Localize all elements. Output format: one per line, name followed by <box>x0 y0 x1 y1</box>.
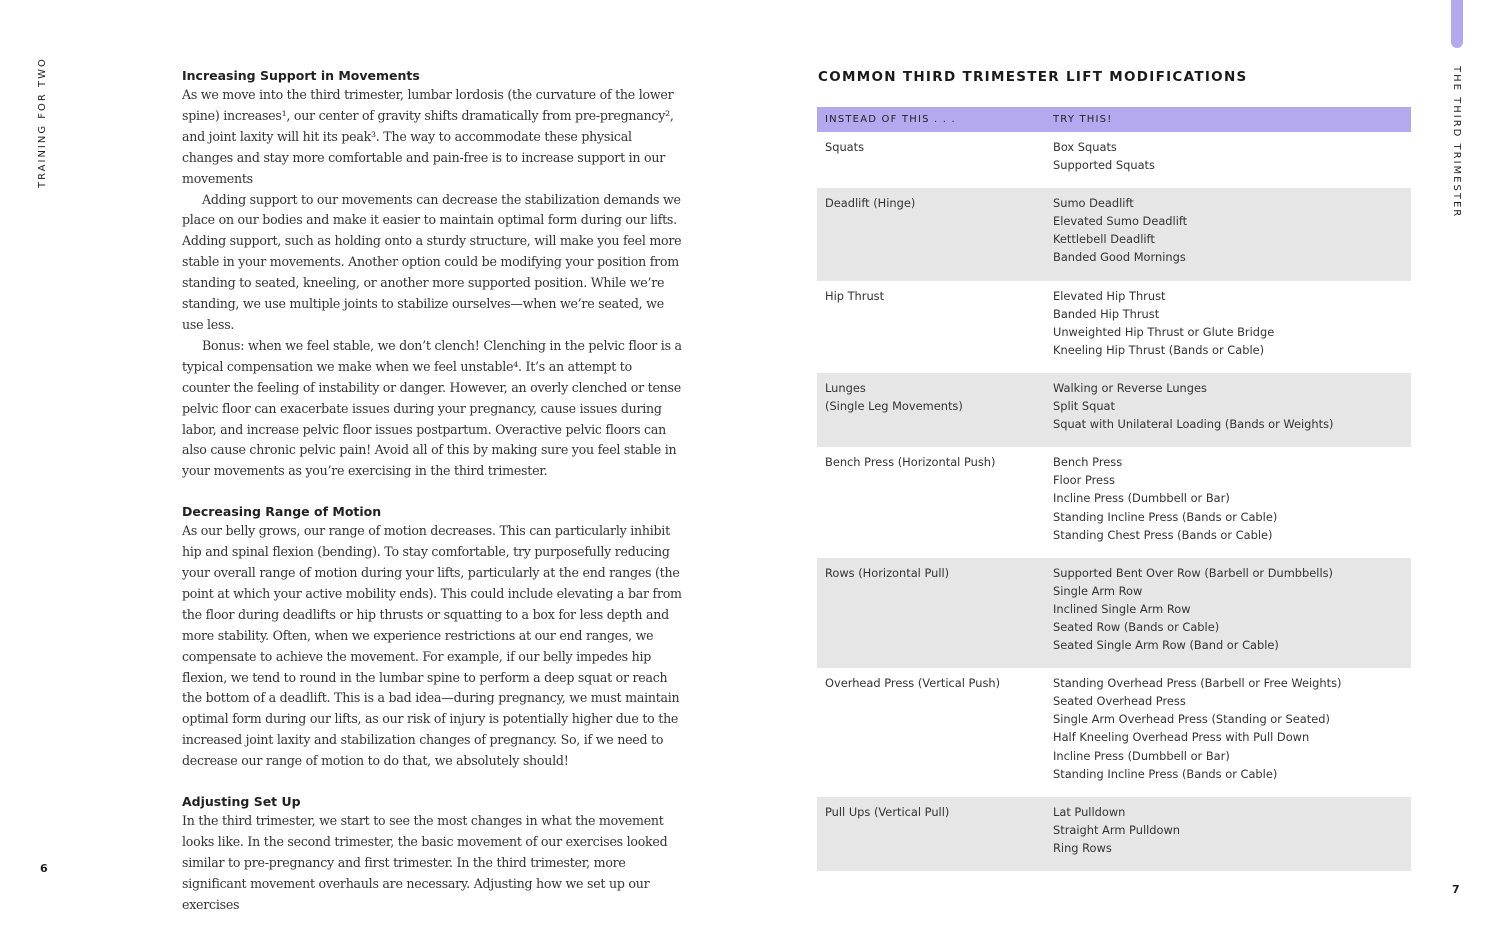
modification-name: Seated Overhead Press <box>1053 694 1186 709</box>
exercise-name: Pull Ups (Vertical Pull) <box>825 804 950 819</box>
modification-name: Split Squat <box>1053 399 1116 414</box>
modification-name: Standing Incline Press (Bands or Cable) <box>1053 509 1278 524</box>
exercise-name: Deadlift (Hinge) <box>825 196 916 211</box>
modification-name: Inclined Single Arm Row <box>1053 601 1191 616</box>
instead-cell <box>817 138 1053 174</box>
running-head-left: TRAINING FOR TWO <box>37 57 48 188</box>
modification-name: Banded Good Mornings <box>1053 250 1186 265</box>
instead-cell <box>817 379 1053 433</box>
table-header-row <box>817 107 1411 132</box>
section-decreasing-range <box>182 502 682 772</box>
try-cell <box>1053 287 1411 359</box>
modification-name: Standing Overhead Press (Barbell or Free Weights) <box>1053 676 1342 691</box>
page-number-left: 6 <box>40 862 48 875</box>
page-number-right: 7 <box>1452 883 1460 896</box>
body-paragraph: As we move into the third trimester, lumbar lordosis (the curvature of the lower spine) increases¹, our center of gravity shifts dramatically from pre-pregnancy², and joint laxity will hit its peak³. The way to accommodate these physical changes and stay more comfortable and pain-free is to increase support in our movements <box>182 87 674 186</box>
table-body <box>817 132 1411 871</box>
exercise-name: (Single Leg Movements) <box>825 399 963 414</box>
exercise-name: Bench Press (Horizontal Push) <box>825 455 996 470</box>
exercise-name: Overhead Press (Vertical Push) <box>825 676 1001 691</box>
instead-cell <box>817 194 1053 266</box>
try-cell <box>1053 194 1411 266</box>
chapter-tab-marker <box>1451 0 1463 48</box>
try-cell <box>1053 674 1411 783</box>
exercise-name: Rows (Horizontal Pull) <box>825 565 950 580</box>
try-cell <box>1053 138 1411 174</box>
section-adjusting-set-up <box>182 792 682 916</box>
modification-name: Incline Press (Dumbbell or Bar) <box>1053 491 1230 506</box>
table-row <box>817 668 1411 797</box>
table-row <box>817 132 1411 188</box>
modification-name: Floor Press <box>1053 473 1115 488</box>
modification-name: Sumo Deadlift <box>1053 196 1134 211</box>
table-title: COMMON THIRD TRIMESTER LIFT MODIFICATIONS <box>818 69 1248 85</box>
section-heading: Decreasing Range of Motion <box>182 504 382 520</box>
modification-name: Incline Press (Dumbbell or Bar) <box>1053 748 1230 763</box>
body-paragraph: Adding support to our movements can decrease the stabilization demands we place on our bodies and make it easier to maintain optimal form during our lifts. Adding support, such as holding onto a sturdy structure, will make you feel more stable in your movements. Another option could be modifying your position from standing to seated, kneeling, or another more supported position. While we’re standing, we use multiple joints to stabilize ourselves—when we’re seated, we use less. <box>182 191 682 332</box>
modification-name: Box Squats <box>1053 140 1117 154</box>
exercise-name: Squats <box>825 140 865 154</box>
try-cell <box>1053 564 1411 654</box>
modification-name: Squat with Unilateral Loading (Bands or Weights) <box>1053 417 1334 432</box>
instead-cell <box>817 674 1053 783</box>
modification-name: Standing Chest Press (Bands or Cable) <box>1053 527 1273 542</box>
table-row <box>817 188 1411 280</box>
modification-name: Elevated Sumo Deadlift <box>1053 214 1188 229</box>
header-instead: INSTEAD OF THIS . . . <box>825 114 956 125</box>
modification-name: Supported Squats <box>1053 158 1155 173</box>
exercise-name: Hip Thrust <box>825 288 885 303</box>
table-row <box>817 447 1411 557</box>
modification-name: Supported Bent Over Row (Barbell or Dumbbells) <box>1053 565 1333 580</box>
modification-name: Single Arm Row <box>1053 583 1143 598</box>
table-row <box>817 558 1411 668</box>
body-paragraph: Bonus: when we feel stable, we don’t clench! Clenching in the pelvic floor is a typical compensation we make when we feel unstable⁴. It’s an attempt to counter the feeling of instability or danger. However, an overly clenched or tense pelvic floor can exacerbate issues during your pregnancy, cause issues during labor, and increase pelvic floor issues postpartum. Overactive pelvic floors can also cause chronic pelvic pain! Avoid all of this by making sure you feel stable in your movements as you’re exercising in the third trimester. <box>182 337 682 479</box>
modification-name: Straight Arm Pulldown <box>1053 822 1181 837</box>
modification-name: Single Arm Overhead Press (Standing or Seated) <box>1053 712 1330 727</box>
try-cell <box>1053 453 1411 543</box>
left-text-column <box>182 66 682 936</box>
modification-name: Standing Incline Press (Bands or Cable) <box>1053 766 1278 781</box>
modification-name: Seated Row (Bands or Cable) <box>1053 619 1220 634</box>
modification-name: Ring Rows <box>1053 840 1112 855</box>
modification-name: Bench Press <box>1053 455 1123 470</box>
try-cell <box>1053 379 1411 433</box>
modification-name: Lat Pulldown <box>1053 804 1126 819</box>
modification-name: Elevated Hip Thrust <box>1053 288 1166 303</box>
section-heading: Increasing Support in Movements <box>182 68 420 83</box>
modification-name: Kneeling Hip Thrust (Bands or Cable) <box>1053 342 1265 357</box>
modification-name: Walking or Reverse Lunges <box>1053 380 1207 395</box>
instead-cell <box>817 564 1053 654</box>
body-paragraph: As our belly grows, our range of motion decreases. This can particularly inhibit hip and spinal flexion (bending). To stay comfortable, try purposefully reducing your overall range of motion during your lifts, particularly at the end ranges (the point at which your active mobility ends). This could include elevating a bar from the floor during deadlifts or hip thrusts or squatting to a box for less depth and more stability. Often, when we experience restrictions at our end ranges, we compensate to achieve the movement. For example, if our belly impedes hip flexion, we tend to round in the lumbar spine to perform a deep squat or reach the bottom of a deadlift. This is a bad idea—during pregnancy, we must maintain optimal form during our lifts, as our risk of injury is potentially higher due to the increased joint laxity and stabilization changes of pregnancy. So, if we need to decrease our range of motion to do that, we absolutely should! <box>182 523 682 769</box>
section-increasing-support <box>182 66 682 482</box>
running-head-right: THE THIRD TRIMESTER <box>1451 66 1462 219</box>
body-paragraph: In the third trimester, we start to see the most changes in what the movement looks like. In the second trimester, the basic movement of our exercises looked similar to pre-pregnancy and first trimester. In the third trimester, more significant movement overhauls are necessary. Adjusting how we set up our exercises <box>182 813 668 912</box>
try-cell <box>1053 803 1411 857</box>
modification-name: Seated Single Arm Row (Band or Cable) <box>1053 638 1279 653</box>
table-row <box>817 797 1411 871</box>
header-try: TRY THIS! <box>1053 114 1113 125</box>
modifications-table <box>817 107 1411 871</box>
section-heading: Adjusting Set Up <box>182 794 301 810</box>
instead-cell <box>817 453 1053 543</box>
modification-name: Half Kneeling Overhead Press with Pull Down <box>1053 730 1310 745</box>
instead-cell <box>817 803 1053 857</box>
modification-name: Kettlebell Deadlift <box>1053 232 1155 247</box>
exercise-name: Lunges <box>825 380 866 395</box>
table-row <box>817 281 1411 373</box>
instead-cell <box>817 287 1053 359</box>
modification-name: Banded Hip Thrust <box>1053 306 1160 321</box>
modification-name: Unweighted Hip Thrust or Glute Bridge <box>1053 324 1275 339</box>
table-row <box>817 373 1411 447</box>
